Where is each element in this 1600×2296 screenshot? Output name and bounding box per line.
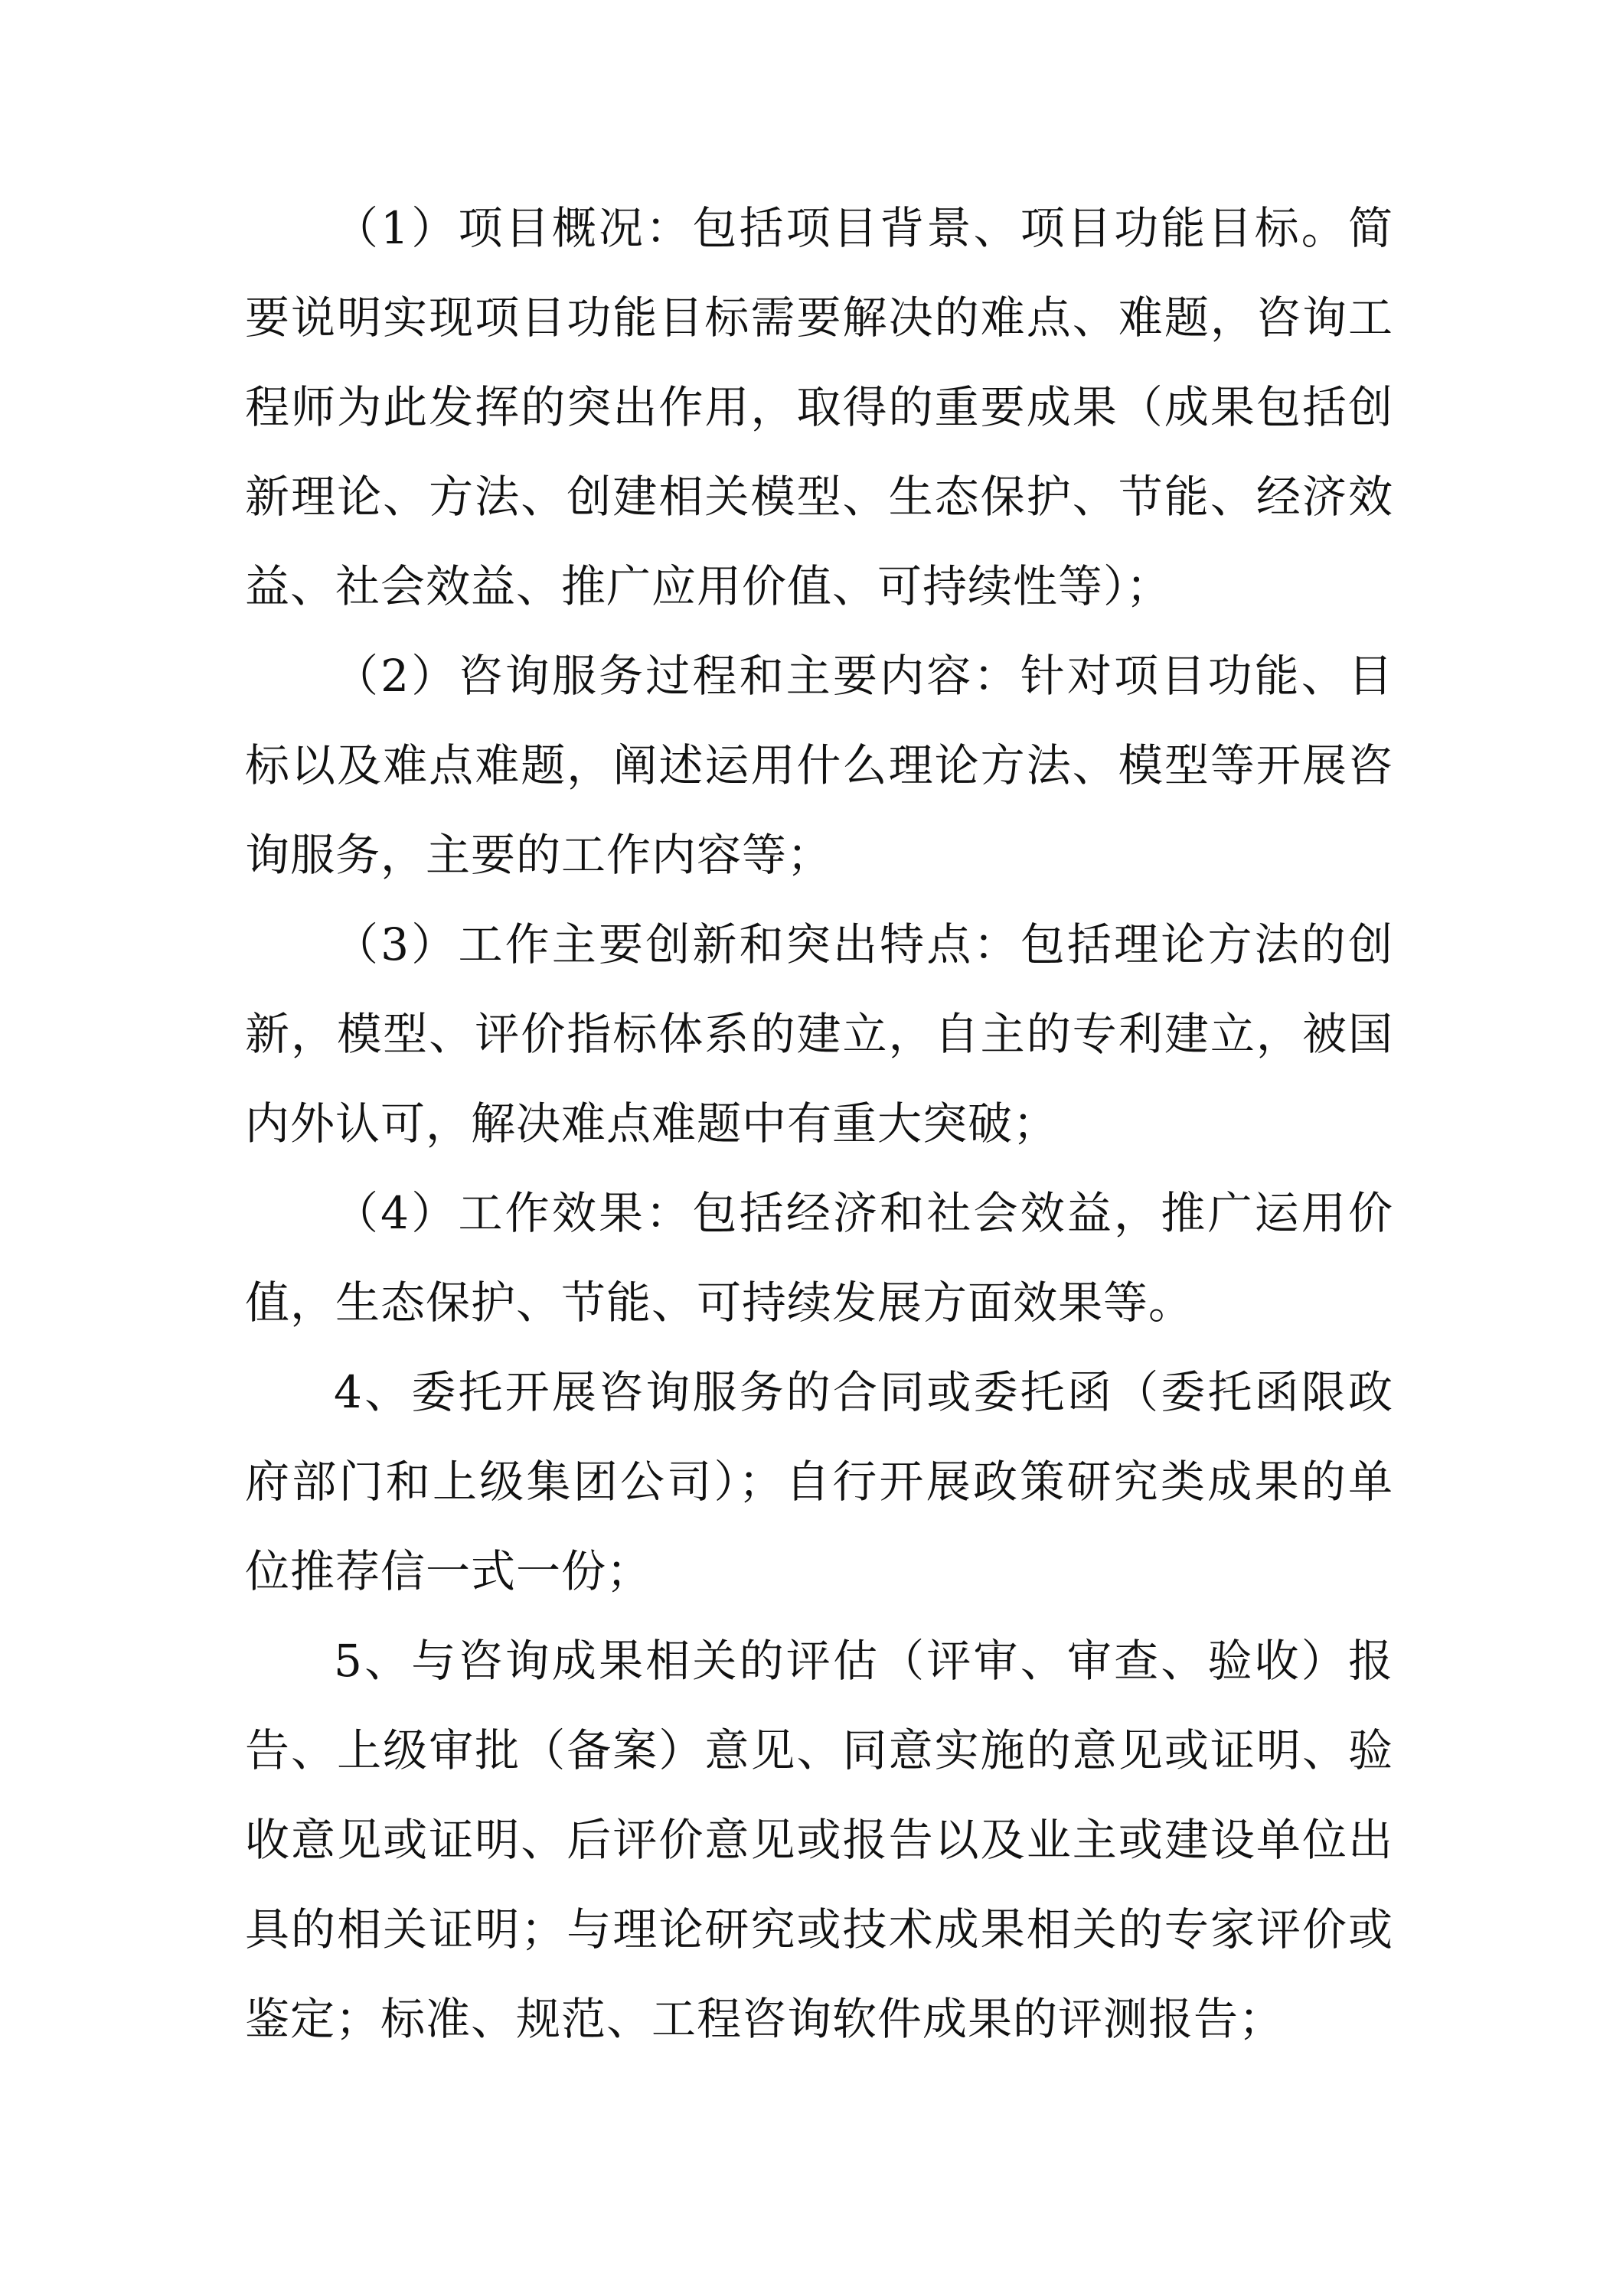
paragraph-evaluation-reports: 5、与咨询成果相关的评估（评审、审查、验收）报告、上级审批（备案）意见、同意实施的意见或证明、验收意见或证明、后评价意见或报告以及业主或建设单位出具的相关证明；与理论研究或技术成果相关的专家评价或鉴定；标准、规范、工程咨询软件成果的评测报告； [245,1635,1393,2045]
paragraph-work-effect: （4）工作效果：包括经济和社会效益，推广运用价值，生态保护、节能、可持续发展方面效果等。 [245,1187,1393,1329]
paragraph-project-overview: （1）项目概况：包括项目背景、项目功能目标。简要说明实现项目功能目标需要解决的难点、难题，咨询工程师为此发挥的突出作用，取得的重要成果（成果包括创新理论、方法、创建相关模型、生态保护、节能、经济效益、社会效益、推广应用价值、可持续性等）； [245,202,1393,612]
paragraph-contract: 4、委托开展咨询服务的合同或委托函（委托函限政府部门和上级集团公司）；自行开展政策研究类成果的单位推荐信一式一份； [245,1366,1393,1597]
document-body [245,184,1393,2064]
paragraph-service-process: （2）咨询服务过程和主要内容：针对项目功能、目标以及难点难题，阐述运用什么理论方法、模型等开展咨询服务，主要的工作内容等； [245,650,1393,881]
paragraph-innovation: （3）工作主要创新和突出特点：包括理论方法的创新，模型、评价指标体系的建立，自主的专利建立，被国内外认可，解决难点难题中有重大突破； [245,918,1393,1150]
